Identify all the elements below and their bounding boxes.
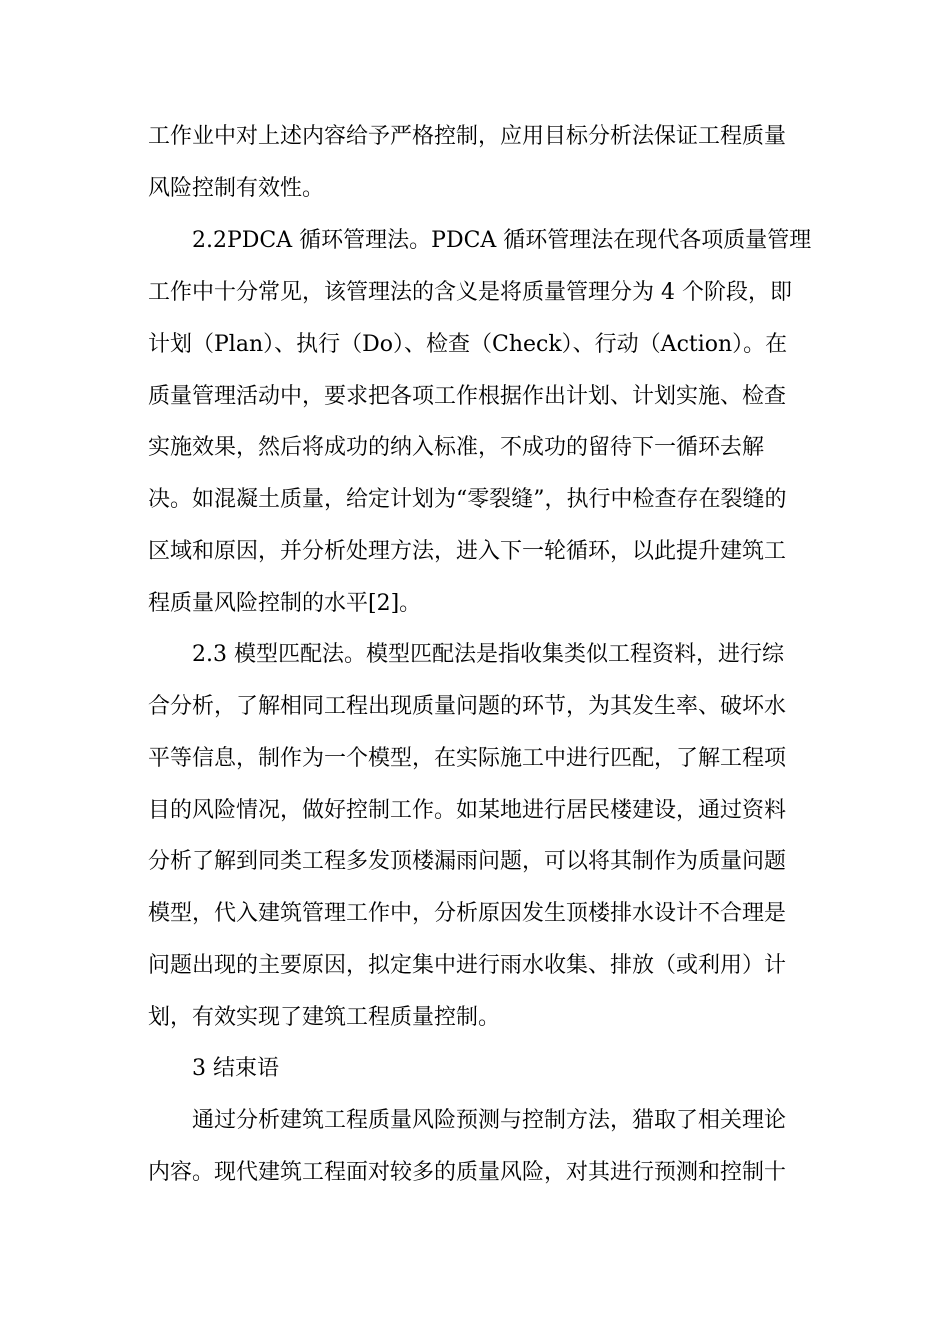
text-line: 风险控制有效性。 [148,176,325,201]
text-line: 2.3 模型匹配法。模型匹配法是指收集类似工程资料，进行综 [192,642,784,667]
text-line: 平等信息，制作为一个模型，在实际施工中进行匹配，了解工程项 [148,746,787,771]
text-line: 2.2PDCA 循环管理法。PDCA 循环管理法在现代各项质量管理 [192,228,812,253]
text-line: 内容。现代建筑工程面对较多的质量风险，对其进行预测和控制十 [148,1160,787,1185]
text-line: 问题出现的主要原因，拟定集中进行雨水收集、排放（或利用）计 [148,953,787,978]
text-line: 实施效果，然后将成功的纳入标准，不成功的留待下一循环去解 [148,435,765,460]
text-line: 质量管理活动中，要求把各项工作根据作出计划、计划实施、检查 [148,384,787,409]
text-line: 决。如混凝土质量，给定计划为“零裂缝”，执行中检查存在裂缝的 [148,487,787,512]
text-line: 模型，代入建筑管理工作中，分析原因发生顶楼排水设计不合理是 [148,901,787,926]
section-heading: 3 结束语 [192,1056,279,1081]
text-line: 工作中十分常见，该管理法的含义是将质量管理分为 4 个阶段，即 [148,280,792,305]
text-line: 划，有效实现了建筑工程质量控制。 [148,1005,501,1030]
text-line: 区域和原因，并分析处理方法，进入下一轮循环，以此提升建筑工 [148,539,787,564]
text-line: 分析了解到同类工程多发顶楼漏雨问题，可以将其制作为质量问题 [148,849,787,874]
text-line: 计划（Plan）、执行（Do）、检查（Check）、行动（Action）。在 [148,332,788,357]
text-line: 通过分析建筑工程质量风险预测与控制方法，猎取了相关理论 [192,1108,787,1133]
text-line: 工作业中对上述内容给予严格控制，应用目标分析法保证工程质量 [148,124,787,149]
text-line: 合分析，了解相同工程出现质量问题的环节，为其发生率、破坏水 [148,694,787,719]
text-line: 目的风险情况，做好控制工作。如某地进行居民楼建设，通过资料 [148,798,787,823]
text-line: 程质量风险控制的水平[2]。 [148,591,422,616]
